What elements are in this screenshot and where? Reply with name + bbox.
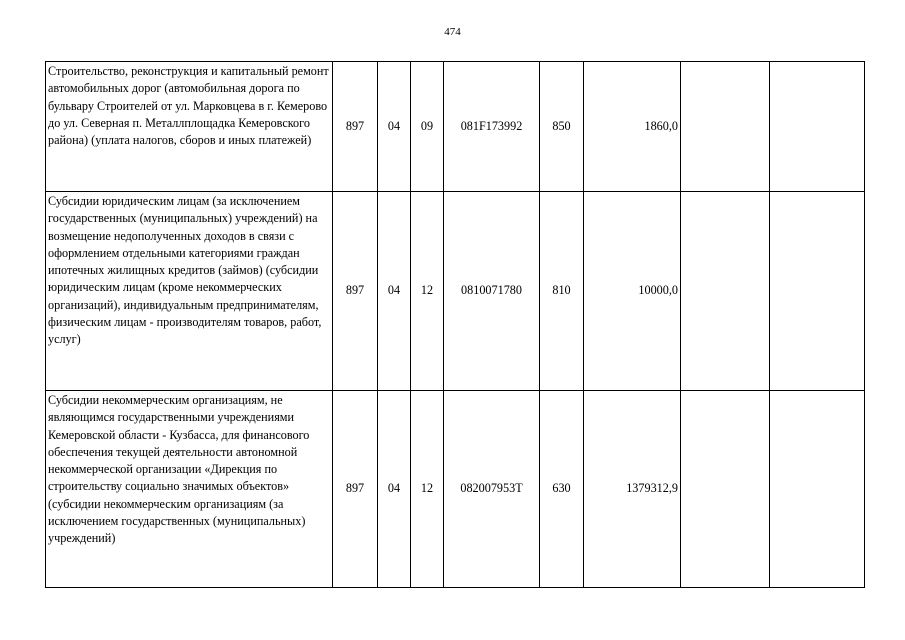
empty-cell [681, 192, 770, 391]
subsection-code: 12 [411, 192, 444, 391]
target-article-code: 081F173992 [444, 62, 540, 192]
empty-cell [770, 391, 865, 588]
ministry-code: 897 [333, 62, 378, 192]
target-article-code: 082007953Т [444, 391, 540, 588]
amount-value: 1860,0 [584, 62, 681, 192]
ministry-code: 897 [333, 391, 378, 588]
expense-type-code: 810 [540, 192, 584, 391]
table-row [46, 62, 865, 192]
empty-cell [770, 62, 865, 192]
amount-value: 10000,0 [584, 192, 681, 391]
row-description: Субсидии некоммерческим организациям, не являющимся государственными учреждениями Кемеровской области - Кузбасса, для финансового обеспечения текущей деятельности автономной некоммерческой организации «Дирекция по строительству социально значимых объектов» (субсидии некоммерческим организациям (за исключением государственных (муниципальных) учреждений) [46, 391, 333, 588]
table-row [46, 391, 865, 588]
table-row [46, 192, 865, 391]
section-code: 04 [378, 391, 411, 588]
target-article-code: 0810071780 [444, 192, 540, 391]
empty-cell [770, 192, 865, 391]
row-description: Строительство, реконструкция и капитальный ремонт автомобильных дорог (автомобильная дорога по бульвару Строителей от ул. Марковцева в г. Кемерово до ул. Северная п. Металлплощадка Кемеровского района) (уплата налогов, сборов и иных платежей) [46, 62, 333, 192]
expense-type-code: 630 [540, 391, 584, 588]
amount-value: 1379312,9 [584, 391, 681, 588]
page-number: 474 [444, 26, 461, 38]
section-code: 04 [378, 62, 411, 192]
ministry-code: 897 [333, 192, 378, 391]
subsection-code: 09 [411, 62, 444, 192]
row-description: Субсидии юридическим лицам (за исключением государственных (муниципальных) учреждений) на возмещение недополученных доходов в связи с оформлением отдельными категориями граждан ипотечных жилищных кредитов (займов) (субсидии юридическим лицам (кроме некоммерческих организаций), индивидуальным предпринимателям, физическим лицам - производителям товаров, работ, услуг) [46, 192, 333, 391]
section-code: 04 [378, 192, 411, 391]
subsection-code: 12 [411, 391, 444, 588]
budget-table [45, 61, 865, 588]
expense-type-code: 850 [540, 62, 584, 192]
empty-cell [681, 391, 770, 588]
empty-cell [681, 62, 770, 192]
